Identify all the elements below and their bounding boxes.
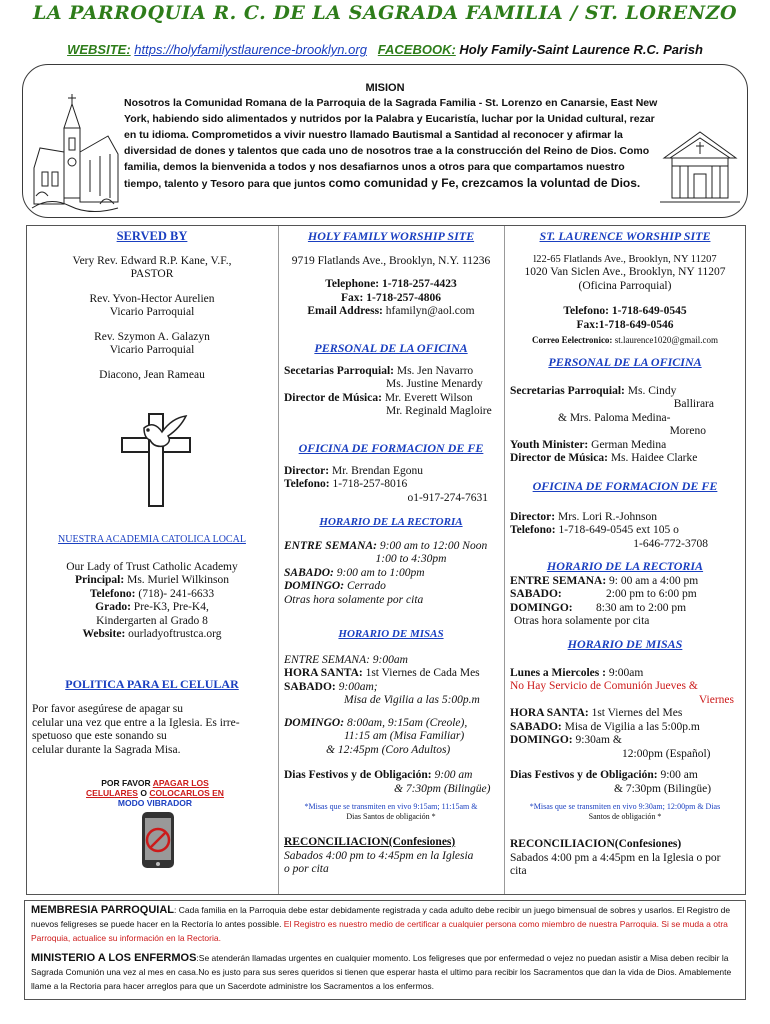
column-divider-1 (278, 226, 279, 894)
sl-fax: Fax:1-718-649-0546 (576, 318, 674, 331)
hf-rect-week-2: 1:00 to 4:30pm (375, 553, 447, 565)
hf-dir-label: Director: (284, 464, 330, 477)
sl-mass-sun-2: 12:00pm (Español) (622, 747, 711, 760)
sl-faith-section (510, 480, 740, 551)
sl-reconciliation-section (510, 838, 740, 879)
sl-sec-label: Secretarias Parroquial: (510, 384, 625, 397)
hf-holy-days-section (284, 769, 498, 822)
phone-sign-caption (60, 778, 250, 808)
sign-l2b: O (137, 788, 150, 798)
mision-text-big: como comunidad y Fe, (328, 176, 459, 190)
sl-heading: ST. LAURENCE WORSHIP SITE (539, 229, 711, 243)
hf-sec-label: Secetarias Parroquial: (284, 364, 394, 377)
cellphone-line-3: spetuoso que este sonando su (32, 730, 167, 742)
academy-name: Our Lady of Trust Catholic Academy (66, 560, 238, 573)
sign-l1a: POR FAVOR (101, 778, 153, 788)
sl-mass-section (510, 638, 740, 761)
vicar1-title: Vicario Parroquial (109, 306, 195, 318)
sl-rect-week: 9: 00 am a 4:00 pm (609, 574, 699, 587)
academy-website-label: Website: (82, 628, 126, 640)
hf-tel-value: 1-718-257-8016 (332, 478, 408, 490)
ministry-label: MINISTERIO A LOS ENFERMOS (31, 952, 197, 964)
sl-holy-label: Dias Festivos y de Obligación: (510, 769, 658, 781)
sl-music-value: Ms. Haidee Clarke (610, 452, 698, 464)
grade-value: Pre-K3, Pre-K4, (133, 601, 209, 613)
sl-rect-sun: 8:30 am to 2:00 pm (596, 601, 687, 614)
sl-address-1: l22-65 Flatlands Ave., Brooklyn, NY 11207 (533, 253, 717, 265)
deacon-name: Diacono, Jean Rameau (99, 368, 205, 381)
academy-website-value: ourladyoftrustca.org (128, 628, 222, 640)
hf-mass-sat-2: Misa de Vigilia a las 5:00p.m (344, 694, 480, 706)
hf-mass-hs: 1st Viernes de Cada Mes (365, 667, 480, 679)
cellphone-policy-text (32, 703, 276, 757)
hf-stream-2: Dias Santos de obligación * (346, 812, 436, 821)
sl-mass-nofri-2: Viernes (698, 693, 734, 706)
membership-text: : Cada familia en la Parroquia debe estar debidamente registrada y cada adulto debe recibir un juego bimensual de sobres y usarlos. El Registro de nuevos feligreses se puede hacer en la Rectoría lo antes possible. (31, 905, 731, 929)
hf-holy-1: 9:00 am (434, 769, 473, 781)
hf-mass-sun-3: & 12:45pm (Coro Adultos) (326, 743, 451, 756)
hf-mass-sun: 8:00am, 9:15am (Creole), (346, 716, 468, 729)
sl-music-label: Director de Música: (510, 452, 608, 464)
hf-heading: HOLY FAMILY WORSHIP SITE (307, 229, 475, 243)
hf-rect-sun: Cerrado (346, 580, 386, 592)
mision-text-end: crezcamos la voluntad de Dios. (461, 176, 641, 190)
sl-rect-week-label: ENTRE SEMANA: (510, 574, 607, 587)
academy-phone-label: Telefono: (89, 587, 136, 600)
sl-recon-heading: RECONCILIACION(Confesiones) (510, 838, 682, 850)
column-divider-2 (504, 226, 505, 894)
hf-mass-sun-2: 11:15 am (Misa Familiar) (344, 730, 465, 742)
sl-holy-days-section (510, 769, 740, 822)
cellphone-heading-wrap (30, 678, 274, 692)
church-left-illustration (30, 92, 120, 214)
facebook-value: Holy Family-Saint Laurence R.C. Parish (459, 42, 703, 57)
sl-mass-hs-label: HORA SANTA: (510, 707, 589, 719)
hf-music-label: Director de Música: (284, 391, 382, 404)
sl-rectory-heading: HORARIO DE LA RECTORIA (546, 559, 704, 573)
hf-dir-value: Mr. Brendan Egonu (332, 464, 424, 477)
website-label: WEBSITE: (67, 42, 131, 57)
phone-off-icon (140, 810, 176, 870)
sl-mass-week: 9:00am (608, 666, 644, 679)
sl-holy-2: & 7:30pm (Bilingüe) (614, 782, 712, 795)
sl-youth-value: German Medina (591, 438, 667, 451)
sl-rectory-section (510, 560, 740, 629)
hf-rect-sun-label: DOMINGO: (284, 580, 345, 592)
sl-mass-hs: 1st Viernes del Mes (591, 707, 683, 719)
hf-office-section (284, 342, 498, 419)
membership-label: MEMBRESIA PARROQUIAL (31, 904, 174, 916)
pastor-title: PASTOR (130, 268, 174, 280)
facebook-label: FACEBOOK: (377, 42, 456, 57)
hf-office-heading: PERSONAL DE LA OFICINA (314, 341, 468, 355)
sl-faith-heading: OFICINA DE FORMACION DE FE (532, 479, 718, 493)
sl-rect-sat: 2:00 pm to 6:00 pm (606, 588, 697, 600)
vicar2-name: Rev. Szymon A. Galazyn (94, 330, 210, 343)
sl-holy-1: 9:00 am (660, 769, 698, 781)
hf-rect-other: Otras hora solamente por cita (284, 593, 424, 606)
academy-section (30, 533, 274, 642)
sl-stream-2: Santos de obligación * (588, 812, 662, 821)
website-link[interactable]: https://holyfamilystlaurence-brooklyn.org (134, 42, 367, 57)
hf-tel-label: Telefono: (284, 478, 330, 490)
sl-stream: *Misas que se transmiten en vivo 9:30am; 12:00pm & Dias (529, 802, 721, 811)
sl-email-label: Correo Eelectronico: (532, 335, 613, 345)
hf-contact-section (282, 230, 500, 319)
hf-rect-week-label: ENTRE SEMANA: (284, 539, 377, 552)
hf-rect-week: 9:00 am to 12:00 Noon (379, 539, 488, 552)
sl-address-3: (Oficina Parroquial) (578, 279, 672, 292)
sl-sec-1: Ms. Cindy (627, 384, 677, 397)
sl-dir-label: Director: (510, 510, 556, 523)
sl-email-value: st.laurence1020@gmail.com (614, 335, 718, 345)
sl-tel-label: Telefono: (510, 524, 556, 536)
sl-mass-sun-label: DOMINGO: (510, 734, 573, 746)
sign-l3: MODO VIBRADOR (117, 798, 193, 808)
hf-rect-sat: 9:00 am to 1:00pm (336, 566, 425, 579)
footer-info-box (24, 900, 746, 1000)
mision-text (124, 95, 658, 192)
cross-dove-icon (118, 410, 198, 510)
hf-rect-sat-label: SABADO: (284, 566, 334, 579)
served-by-section (30, 230, 274, 382)
hf-recon-text-2: o por cita (284, 863, 329, 875)
hf-faith-heading: OFICINA DE FORMACION DE FE (298, 441, 484, 455)
hf-reconciliation-section (284, 836, 498, 877)
mision-title: MISION (365, 82, 405, 94)
hf-holy-label: Dias Festivos y de Obligación: (284, 769, 432, 781)
grade-value-2: Kindergarten al Grado 8 (96, 614, 208, 627)
grade-label: Grado: (95, 601, 131, 613)
hf-mass-week: ENTRE SEMANA: 9:00am (284, 653, 408, 666)
principal-value: Ms. Muriel Wilkinson (127, 574, 229, 586)
sl-mass-sat: Misa de Vigilia a las 5:00p.m (564, 720, 700, 733)
cellphone-heading: POLITICA PARA EL CELULAR (65, 677, 239, 691)
sl-sec-2b: Moreno (669, 425, 706, 437)
website-line (0, 42, 770, 57)
hf-holy-2: & 7:30pm (Bilingüe) (394, 782, 491, 795)
mision-text-main: Nosotros la Comunidad Romana de la Parroquia de la Sagrada Familia - St. Lorenzo en Canarsie, East New York, habiendo sido alimentados y nutridos por la Palabra y Eucaristía, luchar por la Unidad cultural, rezar en tu idioma. Comprometidos a vivir nuestro llamado Bautismal a Santidad al reconocer y afirmar la diversidad de dones y talentos que cada uno de nosotros trae a la construcción del Reino de Dios. Como familia, demos la bienvenida a todos y nos desafiarnos unos a otros para que compartamos nuestro tiempo, talento y Tesoro para que juntos (124, 97, 658, 190)
sl-rect-sun-label: DOMINGO: (510, 601, 573, 614)
hf-faith-section (284, 442, 498, 505)
sign-l2c: COLOCARLOS EN (149, 788, 224, 798)
sl-contact-section (508, 230, 742, 348)
hf-stream: *Misas que se transmiten en vivo 9:15am; 11:15am & (304, 802, 478, 811)
hf-fax: Fax: 1-718-257-4806 (341, 291, 441, 304)
pastor-name: Very Rev. Edward R.P. Kane, V.F., (72, 254, 232, 267)
hf-phone: Telephone: 1-718-257-4423 (325, 278, 457, 290)
sign-l2a: CELULARES (86, 788, 138, 798)
cellphone-line-1: Por favor asegúrese de apagar su (32, 703, 184, 715)
sl-tel-value-2: 1-646-772-3708 (633, 537, 708, 550)
hf-sec-1: Ms. Jen Navarro (396, 364, 474, 377)
hf-mass-section (284, 628, 498, 757)
hf-email-label: Email Address: (307, 305, 383, 317)
academy-phone-value: (718)- 241-6633 (138, 587, 215, 600)
hf-rectory-section (284, 516, 498, 607)
sl-youth-label: Youth Minister: (510, 438, 589, 451)
page-title: LA PARROQUIA R. C. DE LA SAGRADA FAMILIA / ST. LORENZO (32, 2, 738, 24)
ministry-paragraph (31, 951, 739, 993)
hf-music-1: Mr. Everett Wilson (384, 391, 473, 404)
sign-l1b: APAGAR LOS (152, 778, 209, 788)
hf-sec-2: Ms. Justine Menardy (386, 378, 483, 390)
sl-recon-text-2: cita (510, 865, 527, 877)
hf-tel-value-2: o1-917-274-7631 (407, 491, 488, 504)
hf-mass-sat: 9:00am; (338, 680, 378, 693)
cellphone-line-4: celular durante la Sagrada Misa. (32, 743, 181, 756)
sl-rect-sat-label: SABADO: (510, 588, 562, 600)
sl-phone: Telefono: 1-718-649-0545 (563, 305, 687, 317)
ministry-text: :Se atenderán llamadas urgentes en cualquier momento. Los feligreses que por enfermedad o vejez no puedan asistir a Misa deben recibir la Sagrada Comunión una vez al mes en casa.No es justo para sus seres queridos si tienen que esperar hasta el ultimo para recibir los Sacramentos que dan la vida de Dios. Amablemente llame a la Rectoria para hacer arreglos para que un Sacerdote administre los Sacramentos a los enfermos. (31, 953, 732, 991)
sl-rect-other: Otras hora solamente por cita (514, 615, 650, 627)
hf-mass-heading: HORARIO DE MISAS (338, 628, 444, 640)
vicar1-name: Rev. Yvon-Hector Aurelien (89, 292, 215, 305)
hf-music-2: Mr. Reginald Magloire (386, 405, 492, 417)
sl-mass-sat-label: SABADO: (510, 720, 562, 733)
vicar2-title: Vicario Parroquial (109, 344, 195, 356)
sl-sec-2: & Mrs. Paloma Medina- (558, 411, 671, 424)
sl-mass-sun: 9:30am & (575, 734, 622, 746)
hf-recon-text: Sabados 4:00 pm to 4:45pm en la Iglesia (284, 849, 474, 862)
sl-mass-nofri: No Hay Servicio de Comunión Jueves & (510, 680, 698, 692)
sl-dir-value: Mrs. Lori R.-Johnson (558, 510, 658, 523)
membership-red-text: El Registro es nuestro medio de certificar a cualquier persona como miembro de nuestra Parroquia. Si se muda a otra Parroquia, actualice su información en la Rectoria. (31, 919, 728, 943)
hf-recon-heading: RECONCILIACION(Confesiones) (284, 836, 456, 848)
membership-paragraph (31, 903, 739, 945)
hf-mass-hs-label: HORA SANTA: (284, 667, 363, 679)
hf-email-value: hfamilyn@aol.com (385, 305, 475, 317)
hf-rectory-heading: HORARIO DE LA RECTORIA (319, 516, 463, 528)
principal-label: Principal: (75, 574, 125, 586)
cellphone-line-2: celular una vez que entre a la Iglesia. Es irre- (32, 716, 240, 729)
academy-heading: NUESTRA ACADEMIA CATOLICA LOCAL (58, 534, 246, 545)
hf-address: 9719 Flatlands Ave., Brooklyn, N.Y. 11236 (291, 254, 491, 267)
served-by-heading: SERVED BY (116, 229, 188, 243)
church-right-illustration (660, 124, 740, 208)
sl-office-heading: PERSONAL DE LA OFICINA (548, 355, 702, 369)
hf-mass-sun-label: DOMINGO: (284, 716, 345, 729)
sl-mass-week-label: Lunes a Miercoles : (510, 666, 606, 679)
sl-sec-1b: Ballirara (673, 398, 714, 410)
hf-mass-sat-label: SABADO: (284, 680, 336, 693)
sl-address-2: 1020 Van Siclen Ave., Brooklyn, NY 11207 (524, 266, 726, 278)
sl-office-section (510, 356, 740, 466)
sl-tel-value: 1-718-649-0545 ext 105 o (558, 524, 679, 536)
sl-mass-heading: HORARIO DE MISAS (567, 637, 683, 651)
sl-recon-text: Sabados 4:00 pm a 4:45pm en la Iglesia o por (510, 851, 721, 864)
